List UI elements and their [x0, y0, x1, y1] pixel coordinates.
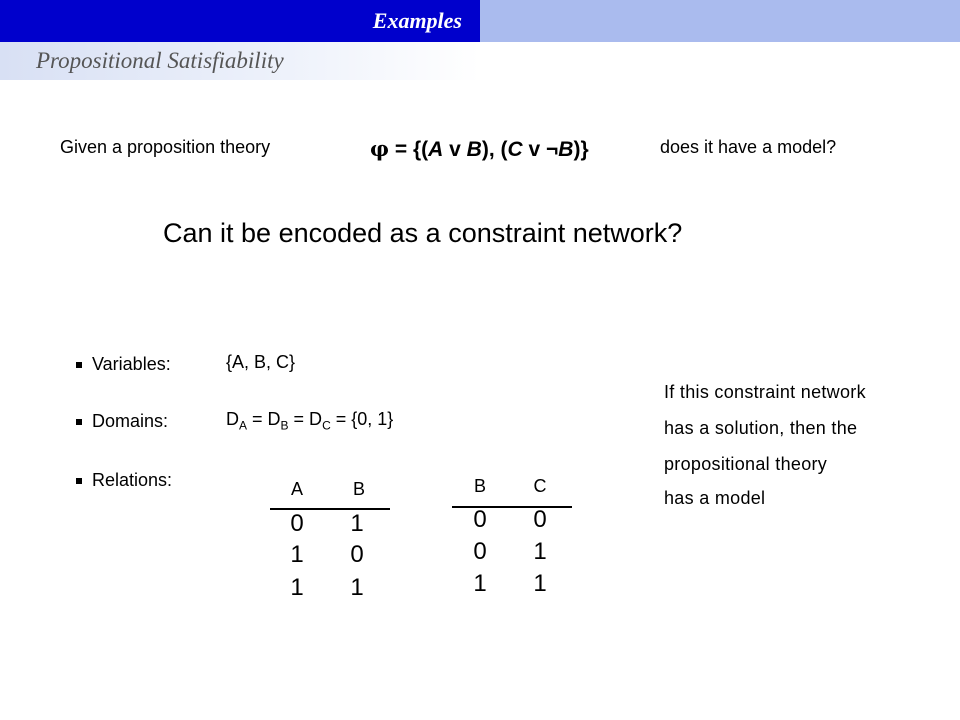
variables-label: Variables: — [92, 354, 171, 374]
square-bullet-icon — [76, 478, 82, 484]
relation-header: B — [473, 476, 486, 496]
square-bullet-icon — [76, 419, 82, 425]
formula-var-b: B — [558, 138, 574, 161]
slide-subtitle: Propositional Satisfiability — [36, 48, 284, 73]
relation-cell: 0 — [473, 506, 487, 533]
phi-symbol: φ — [370, 136, 390, 161]
main-question: Can it be encoded as a constraint network? — [163, 218, 683, 248]
variables-value: {A, B, C} — [226, 352, 296, 372]
formula-var-c: C — [507, 138, 523, 161]
formula-part: v ¬ — [522, 138, 559, 161]
theory-formula — [370, 136, 589, 162]
domain-sub-c: C — [322, 418, 331, 433]
relation-cell: 0 — [533, 506, 547, 533]
domain-set: = {0, 1} — [330, 409, 394, 429]
header-bar-secondary — [480, 0, 960, 42]
relation-header: A — [290, 479, 303, 499]
bullet-domains — [76, 411, 168, 432]
relations-label: Relations: — [92, 470, 173, 490]
formula-part: v — [443, 138, 467, 161]
relation-cell: 1 — [290, 574, 304, 601]
formula-var-a: A — [428, 138, 444, 161]
formula-var-b: B — [466, 138, 482, 161]
relation-header: C — [533, 476, 547, 496]
domain-d: D — [226, 409, 239, 429]
subheader-bar — [0, 42, 480, 80]
relation-cell: 1 — [533, 538, 547, 565]
slide-section-title: Examples — [372, 8, 462, 33]
note-line: If this constraint network — [664, 382, 866, 402]
note-line: has a model — [664, 488, 766, 508]
bullet-variables — [76, 354, 171, 375]
note-line: propositional theory — [664, 454, 828, 474]
relation-cell: 1 — [350, 574, 364, 601]
relation-cell: 1 — [473, 570, 487, 597]
domains-label: Domains: — [92, 411, 169, 431]
domain-sub-b: B — [280, 418, 289, 433]
domains-value — [226, 409, 393, 433]
domain-d: = D — [247, 409, 281, 429]
question-prefix: Given a proposition theory — [60, 137, 271, 157]
relation-cell: 1 — [290, 541, 304, 568]
relation-cell: 0 — [350, 541, 364, 568]
question-suffix: does it have a model? — [660, 137, 837, 157]
relation-header: B — [352, 479, 365, 499]
square-bullet-icon — [76, 362, 82, 368]
domain-d: = D — [288, 409, 323, 429]
relation-cell: 1 — [533, 570, 547, 597]
relation-cell: 1 — [350, 510, 364, 537]
header-bar-primary — [0, 0, 480, 42]
relation-cell: 0 — [290, 510, 304, 537]
formula-part: = {( — [389, 138, 429, 161]
relation-cell: 0 — [473, 538, 487, 565]
bullet-relations — [76, 470, 172, 491]
domain-sub-a: A — [239, 418, 248, 433]
formula-part: )} — [573, 138, 589, 161]
formula-part: ), ( — [481, 138, 508, 161]
note-line: has a solution, then the — [664, 418, 858, 438]
